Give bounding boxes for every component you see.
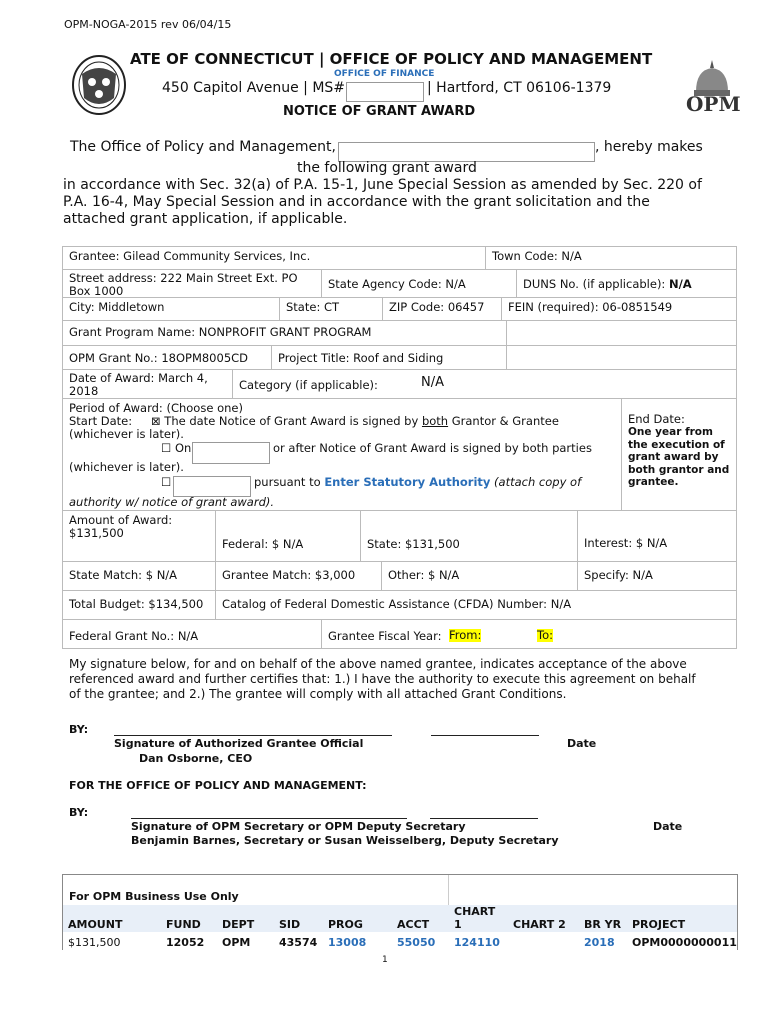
col-acct: ACCT bbox=[397, 918, 430, 931]
opm-official-names: Benjamin Barnes, Secretary or Susan Weisselberg, Deputy Secretary bbox=[131, 834, 559, 847]
val-fund: 12052 bbox=[166, 936, 205, 949]
intro-line2: the following grant award bbox=[297, 160, 477, 176]
val-amount: $131,500 bbox=[68, 936, 121, 949]
fiscal-year-label: Grantee Fiscal Year: bbox=[328, 629, 442, 643]
fein: FEIN (required): 06-0851549 bbox=[508, 300, 673, 314]
document-title: NOTICE OF GRANT AWARD bbox=[283, 104, 476, 119]
period-cell bbox=[62, 398, 622, 511]
opm-signature-line[interactable] bbox=[131, 818, 407, 819]
state: State: CT bbox=[286, 300, 340, 314]
opm-logo bbox=[684, 56, 740, 118]
federal-grant-no: Federal Grant No.: N/A bbox=[69, 629, 199, 643]
period-option-3-text bbox=[254, 476, 581, 489]
connecticut-seal-logo bbox=[70, 54, 128, 116]
program-blank-cell bbox=[506, 320, 737, 346]
attach-copy-text: (attach copy of bbox=[490, 475, 582, 489]
state-amount-cell bbox=[360, 510, 578, 562]
total-budget-cell bbox=[62, 590, 216, 620]
fiscal-year-cell bbox=[321, 619, 737, 649]
category-label: Category (if applicable): bbox=[239, 378, 378, 392]
opm-date-label: Date bbox=[653, 820, 683, 833]
opm-heading: FOR THE OFFICE OF POLICY AND MANAGEMENT: bbox=[69, 779, 367, 792]
address-left: 450 Capitol Avenue | MS# bbox=[162, 80, 346, 96]
opm-logo-text: OPM bbox=[686, 92, 741, 116]
grantee-match-cell bbox=[215, 561, 382, 591]
val-dept: OPM bbox=[222, 936, 251, 949]
col-br-yr: BR YR bbox=[584, 918, 622, 931]
interest-cell bbox=[577, 510, 737, 562]
other-amount: Other: $ N/A bbox=[388, 568, 460, 582]
category-cell bbox=[232, 369, 737, 399]
acceptance-text bbox=[69, 657, 696, 702]
by-label-2: BY: bbox=[69, 806, 89, 819]
town-code-cell bbox=[485, 246, 737, 270]
val-sid: 43574 bbox=[279, 936, 318, 949]
val-br-yr: 2018 bbox=[584, 936, 615, 949]
form-id: OPM-NOGA-2015 rev 06/04/15 bbox=[64, 18, 232, 31]
state-amount: State: $131,500 bbox=[367, 537, 460, 551]
amount-cell bbox=[62, 510, 216, 562]
federal-grant-cell bbox=[62, 619, 322, 649]
col-chart1: CHART 1 bbox=[454, 905, 496, 931]
cfda-cell bbox=[215, 590, 737, 620]
duns-cell bbox=[516, 269, 737, 298]
fiscal-year-from[interactable]: From: bbox=[449, 628, 482, 642]
city: City: Middletown bbox=[69, 300, 165, 314]
fiscal-year-to[interactable]: To: bbox=[537, 628, 553, 642]
opm-signature-label: Signature of OPM Secretary or OPM Deputy Secretary bbox=[131, 820, 466, 833]
period-option-3-checkbox[interactable]: ☐ bbox=[161, 475, 172, 489]
cfda-number: Catalog of Federal Domestic Assistance (CFDA) Number: N/A bbox=[222, 597, 572, 611]
grantee-match: Grantee Match: $3,000 bbox=[222, 568, 356, 582]
business-use-divider bbox=[448, 875, 449, 905]
opm-grant-cell bbox=[62, 345, 272, 370]
whichever-1: (whichever is later). bbox=[69, 427, 184, 441]
end-date-label: End Date: bbox=[628, 412, 685, 426]
val-chart1: 124110 bbox=[454, 936, 500, 949]
program-name: Grant Program Name: NONPROFIT GRANT PROGRAM bbox=[69, 325, 372, 339]
val-project: OPM0000000011 bbox=[632, 936, 737, 949]
period-option-2-text: or after Notice of Grant Award is signed by both parties bbox=[273, 441, 592, 455]
interest: Interest: $ N/A bbox=[584, 536, 668, 550]
zip-cell bbox=[382, 297, 502, 321]
town-code: Town Code: N/A bbox=[492, 249, 582, 263]
period-option-1[interactable] bbox=[151, 415, 559, 428]
intro-line1-left: The Office of Policy and Management, bbox=[70, 139, 336, 155]
date-award-cell bbox=[62, 369, 233, 399]
col-fund: FUND bbox=[166, 918, 201, 931]
duns-label: DUNS No. (if applicable): bbox=[523, 277, 669, 291]
period-label: Period of Award: (Choose one) bbox=[69, 401, 243, 415]
end-date-cell bbox=[621, 398, 737, 511]
opm-date-line[interactable] bbox=[430, 818, 538, 819]
intro-line4: P.A. 16-4, May Special Session and in accordance with the grant solicitation and the bbox=[63, 194, 650, 210]
business-use-box bbox=[62, 874, 738, 950]
acceptance-line2: referenced award and further certifies that: 1.) I have the authority to execute this agreement on behalf bbox=[69, 672, 696, 686]
val-acct: 55050 bbox=[397, 936, 436, 949]
state-agency-code: State Agency Code: N/A bbox=[328, 277, 466, 291]
col-project: PROJECT bbox=[632, 918, 686, 931]
business-use-title: For OPM Business Use Only bbox=[69, 890, 239, 903]
authority-note: authority w/ notice of grant award). bbox=[69, 495, 275, 509]
by-label-1: BY: bbox=[69, 723, 89, 736]
statutory-authority-link[interactable]: Enter Statutory Authority bbox=[324, 475, 491, 489]
col-chart2: CHART 2 bbox=[513, 918, 566, 931]
page-number: 1 bbox=[382, 955, 388, 965]
end-date-text: One year from the execution of grant award by both grantor and grantee. bbox=[628, 426, 730, 488]
project-blank-cell bbox=[506, 345, 737, 370]
amount-label: Amount of Award: bbox=[69, 513, 173, 527]
street-cell bbox=[62, 269, 322, 298]
address-right: | Hartford, CT 06106-1379 bbox=[427, 80, 612, 96]
program-cell bbox=[62, 320, 507, 346]
period-option-1-both: both bbox=[421, 414, 449, 428]
opm-grant-no: OPM Grant No.: 18OPM8005CD bbox=[69, 351, 249, 365]
acceptance-line1: My signature below, for and on behalf of the above named grantee, indicates acceptance of the above bbox=[69, 657, 687, 671]
state-cell bbox=[279, 297, 383, 321]
business-use-grid bbox=[63, 905, 737, 951]
start-date-label: Start Date: bbox=[69, 414, 133, 428]
period-option-3-field[interactable] bbox=[173, 476, 251, 497]
project-title-cell bbox=[271, 345, 507, 370]
ms-number-field[interactable] bbox=[346, 82, 424, 102]
intro-line1-right: , hereby makes bbox=[595, 139, 703, 155]
fein-cell bbox=[501, 297, 737, 321]
city-cell bbox=[62, 297, 280, 321]
period-option-1-text: ⊠ The date Notice of Grant Award is signed by bbox=[151, 414, 422, 428]
date-of-award-line2: 2018 bbox=[69, 384, 99, 398]
col-sid: SID bbox=[279, 918, 301, 931]
duns-value: N/A bbox=[668, 277, 692, 291]
office-of-finance: OFFICE OF FINANCE bbox=[334, 69, 435, 79]
intro-line3: in accordance with Sec. 32(a) of P.A. 15-1, June Special Session as amended by Sec. 220 of bbox=[63, 177, 702, 193]
federal-cell bbox=[215, 510, 361, 562]
federal-amount: Federal: $ N/A bbox=[222, 537, 304, 551]
intro-line5: attached grant application, if applicable. bbox=[63, 211, 348, 227]
val-prog: 13008 bbox=[328, 936, 367, 949]
acceptance-line3: of the grantee; and 2.) The grantee will comply with all attached Grant Conditions. bbox=[69, 687, 567, 701]
other-cell bbox=[381, 561, 578, 591]
specify-cell bbox=[577, 561, 737, 591]
grantee-signature-label: Signature of Authorized Grantee Official bbox=[114, 737, 364, 750]
amount-value: $131,500 bbox=[69, 526, 124, 540]
col-amount: AMOUNT bbox=[68, 918, 123, 931]
date-of-award-line1: Date of Award: March 4, bbox=[69, 371, 208, 385]
state-agency-cell bbox=[321, 269, 517, 298]
street-line2: Box 1000 bbox=[69, 284, 124, 298]
grantee-date-line[interactable] bbox=[431, 735, 539, 736]
project-title: Project Title: Roof and Siding bbox=[278, 351, 444, 365]
period-option-1-text-b: Grantor & Grantee bbox=[448, 414, 559, 428]
period-option-2-checkbox[interactable]: ☐ On bbox=[161, 441, 192, 455]
total-budget: Total Budget: $134,500 bbox=[69, 597, 204, 611]
col-dept: DEPT bbox=[222, 918, 255, 931]
state-match: State Match: $ N/A bbox=[69, 568, 178, 582]
grantee-date-label: Date bbox=[567, 737, 597, 750]
agency-line: ATE OF CONNECTICUT | OFFICE OF POLICY AND MANAGEMENT bbox=[130, 50, 653, 68]
pursuant-text: pursuant to bbox=[254, 475, 325, 489]
period-option-2-date-field[interactable] bbox=[192, 442, 270, 464]
whichever-2: (whichever is later). bbox=[69, 460, 184, 474]
col-prog: PROG bbox=[328, 918, 363, 931]
street-line1: Street address: 222 Main Street Ext. PO bbox=[69, 271, 298, 285]
office-name-field[interactable] bbox=[338, 142, 595, 162]
zip: ZIP Code: 06457 bbox=[389, 300, 485, 314]
grantee-signature-line[interactable] bbox=[114, 735, 392, 736]
category-value: N/A bbox=[421, 375, 444, 390]
state-match-cell bbox=[62, 561, 216, 591]
specify: Specify: N/A bbox=[584, 568, 653, 582]
grantee-official-name: Dan Osborne, CEO bbox=[139, 752, 253, 765]
grantee-cell bbox=[62, 246, 486, 270]
grantee: Grantee: Gilead Community Services, Inc. bbox=[69, 249, 311, 263]
